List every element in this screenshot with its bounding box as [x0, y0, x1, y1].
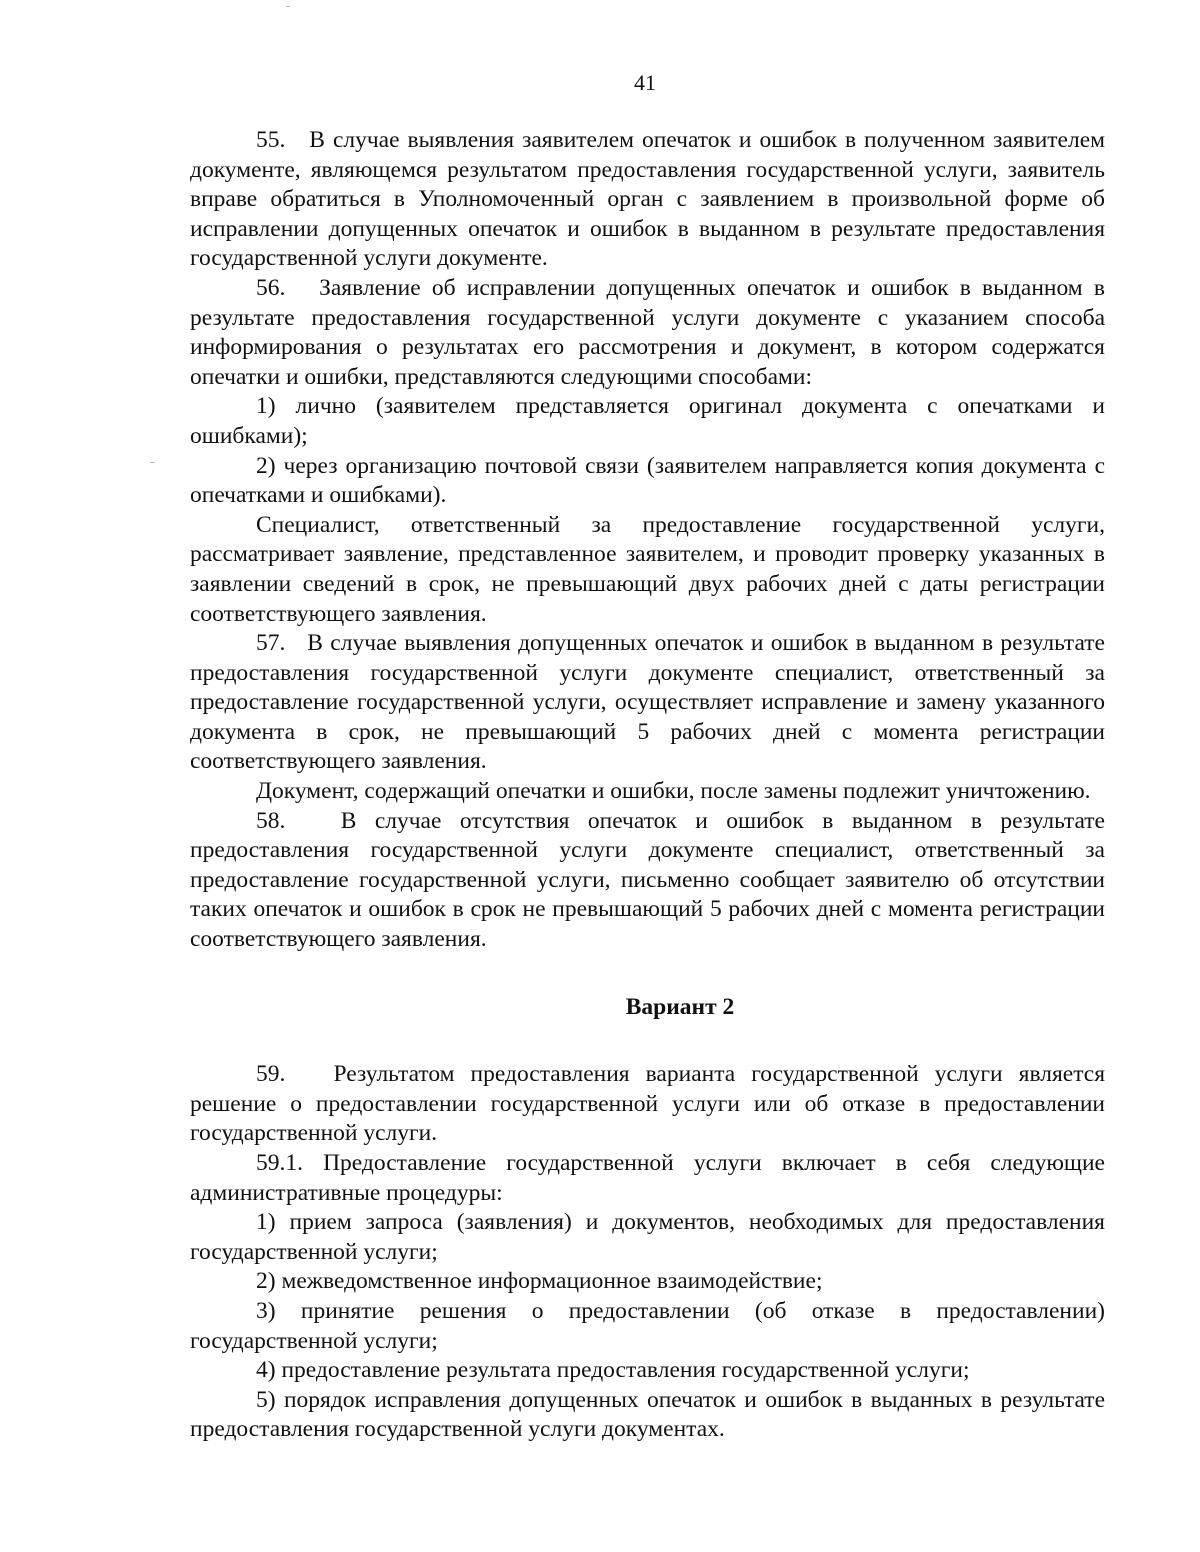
paragraph-56-item-1: 1) лично (заявителем представляется оригинал документа с опечатками и ошибками); — [190, 393, 1105, 449]
paragraph-document-destruction: Документ, содержащий опечатки и ошибки, после замены подлежит уничтожению. — [256, 778, 1091, 805]
paragraph-58: 58. В случае отсутствия опечаток и ошибок в выданном в результате предоставления государственной услуги документе специалист, ответственный за предоставление государственной услуги, письменно сообщает заявителю об отсутствии таких опечаток и ошибок в срок не превышающий 5 рабочих дней с момента регистрации соответствующего заявления. — [190, 807, 1105, 953]
paragraph-59: 59. Результатом предоставления варианта государственной услуги является решение о предоставлении государственной услуги или об отказе в предоставлении государственной услуги. — [190, 1061, 1105, 1147]
paragraph-56: 56. Заявление об исправлении допущенных опечаток и ошибок в выданном в результате предоставления государственной услуги документе с указанием способа информирования о результатах его рассмотрения и документ, в котором содержатся опечатки и ошибки, представляются следующими способами: — [190, 274, 1105, 390]
scan-mark-top — [286, 6, 290, 7]
procedure-item-2: 2) межведомственное информационное взаимодействие; — [256, 1268, 823, 1295]
scan-mark-left — [150, 462, 155, 463]
procedure-item-5: 5) порядок исправления допущенных опечаток и ошибок в выданных в результате предоставления государственной услуги документах. — [190, 1386, 1105, 1443]
paragraph-55: 55. В случае выявления заявителем опечаток и ошибок в полученном заявителем документе, являющемся результатом предоставления государственной услуги, заявитель вправе обратиться в Уполномоченный орган с заявлением в произвольной форме об исправлении допущенных опечаток и ошибок в выданном в результате предоставления государственной услуги документе. — [190, 127, 1105, 272]
section-heading-variant-2: Вариант 2 — [625, 993, 735, 1020]
page-number: 41 — [634, 70, 656, 95]
procedure-item-3: 3) принятие решения о предоставлении (об отказе в предоставлении) государственной услуги; — [190, 1297, 1105, 1354]
document-body — [190, 126, 1105, 1445]
procedure-item-1: 1) прием запроса (заявления) и документов, необходимых для предоставления государственной услуги; — [190, 1209, 1105, 1265]
paragraph-56-item-2: 2) через организацию почтовой связи (заявителем направляется копия документа с опечатками и ошибками). — [190, 452, 1105, 509]
procedure-item-4: 4) предоставление результата предоставления государственной услуги; — [256, 1357, 970, 1384]
paragraph-specialist-review: Специалист, ответственный за предоставление государственной услуги, рассматривает заявление, представленное заявителем, и проводит проверку указанных в заявлении сведений в срок, не превышающий двух рабочих дней с даты регистрации соответствующего заявления. — [190, 511, 1105, 627]
paragraph-57: 57. В случае выявления допущенных опечаток и ошибок в выданном в результате предоставления государственной услуги документе специалист, ответственный за предоставление государственной услуги, осуществляет исправление и замену указанного документа в срок, не превышающий 5 рабочих дней с момента регистрации соответствующего заявления. — [190, 630, 1105, 775]
paragraph-59-1: 59.1. Предоставление государственной услуги включает в себя следующие административные процедуры: — [190, 1150, 1105, 1206]
